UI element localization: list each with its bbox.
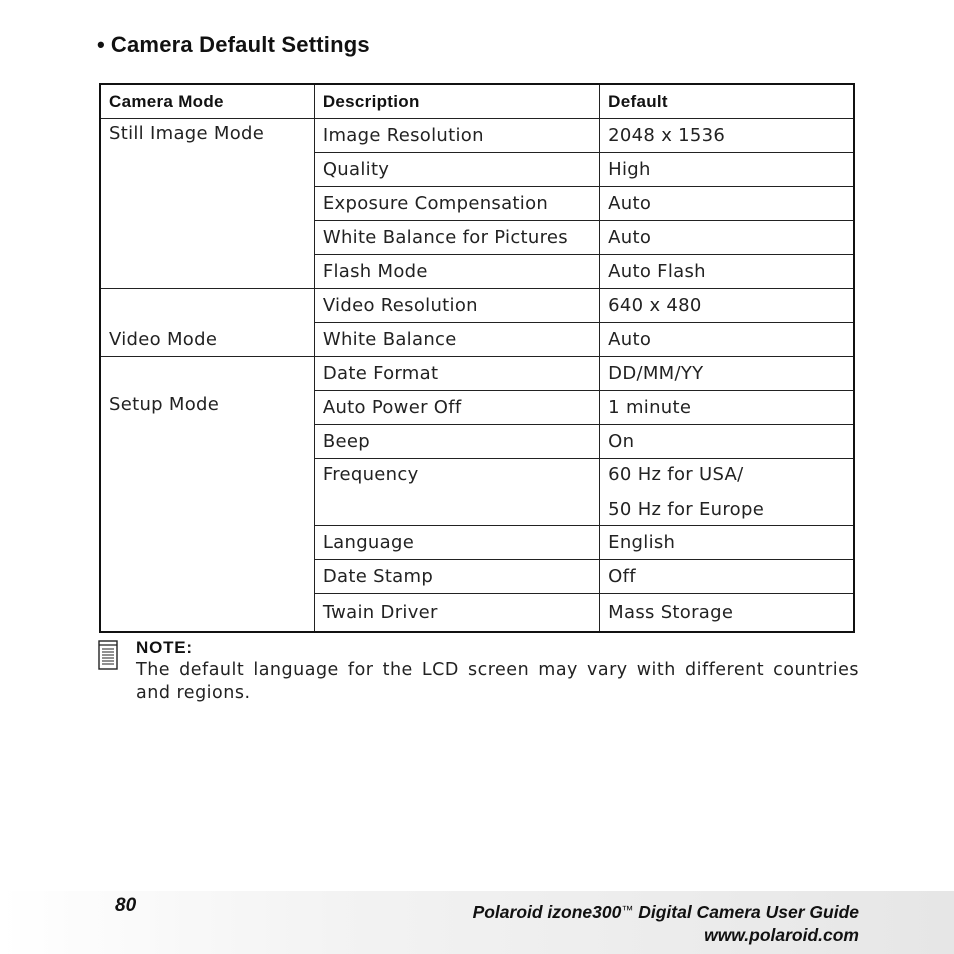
default-settings-table (99, 83, 855, 633)
mode-video: Video Mode (100, 289, 314, 357)
row-description: Quality (314, 153, 599, 187)
row-default-line2: 50 Hz for Europe (608, 499, 765, 520)
notepad-icon (98, 640, 118, 670)
row-default: 1 minute (600, 391, 854, 425)
heading-title: Camera Default Settings (110, 32, 370, 57)
row-default: English (600, 526, 854, 560)
row-default: Auto Flash (600, 255, 854, 289)
header-default: Default (600, 84, 854, 119)
row-description: Date Stamp (314, 560, 599, 594)
website-link[interactable]: www.polaroid.com (704, 925, 859, 945)
row-default: 640 x 480 (600, 289, 854, 323)
row-description: Date Format (314, 357, 599, 391)
header-camera-mode: Camera Mode (100, 84, 314, 119)
table-row (100, 357, 854, 391)
row-default: On (600, 425, 854, 459)
page-heading (97, 32, 370, 58)
heading-bullet: • (97, 32, 105, 57)
header-description: Description (314, 84, 599, 119)
row-description: White Balance (314, 323, 599, 357)
guide-title: Polaroid izone300™ Digital Camera User Guide (472, 902, 859, 922)
row-description: Language (314, 526, 599, 560)
note-text: The default language for the LCD screen may vary with different countries and regions. (136, 660, 859, 703)
footer-guide-info (473, 899, 859, 947)
row-default: High (600, 153, 854, 187)
row-default: Off (600, 560, 854, 594)
row-description: Frequency (314, 459, 599, 526)
row-description: Twain Driver (314, 594, 599, 632)
trademark-symbol: ™ (621, 903, 634, 917)
note-label: NOTE: (136, 638, 193, 657)
row-description: White Balance for Pictures (314, 221, 599, 255)
row-default: Auto (600, 323, 854, 357)
row-default: DD/MM/YY (600, 357, 854, 391)
mode-still-image: Still Image Mode (100, 119, 314, 289)
table-row (100, 289, 854, 323)
row-default: Mass Storage (600, 594, 854, 632)
row-description: Video Resolution (314, 289, 599, 323)
page-number: 80 (115, 895, 137, 916)
table-row (100, 119, 854, 153)
row-default (600, 459, 854, 526)
note-block (136, 636, 859, 705)
row-description: Beep (314, 425, 599, 459)
table-header-row (100, 84, 854, 119)
row-default-line1: 60 Hz for USA/ (608, 464, 744, 485)
mode-setup: Setup Mode (100, 357, 314, 632)
row-default: 2048 x 1536 (600, 119, 854, 153)
row-description: Flash Mode (314, 255, 599, 289)
row-default: Auto (600, 187, 854, 221)
row-description: Image Resolution (314, 119, 599, 153)
row-description: Exposure Compensation (314, 187, 599, 221)
row-description: Auto Power Off (314, 391, 599, 425)
row-default: Auto (600, 221, 854, 255)
